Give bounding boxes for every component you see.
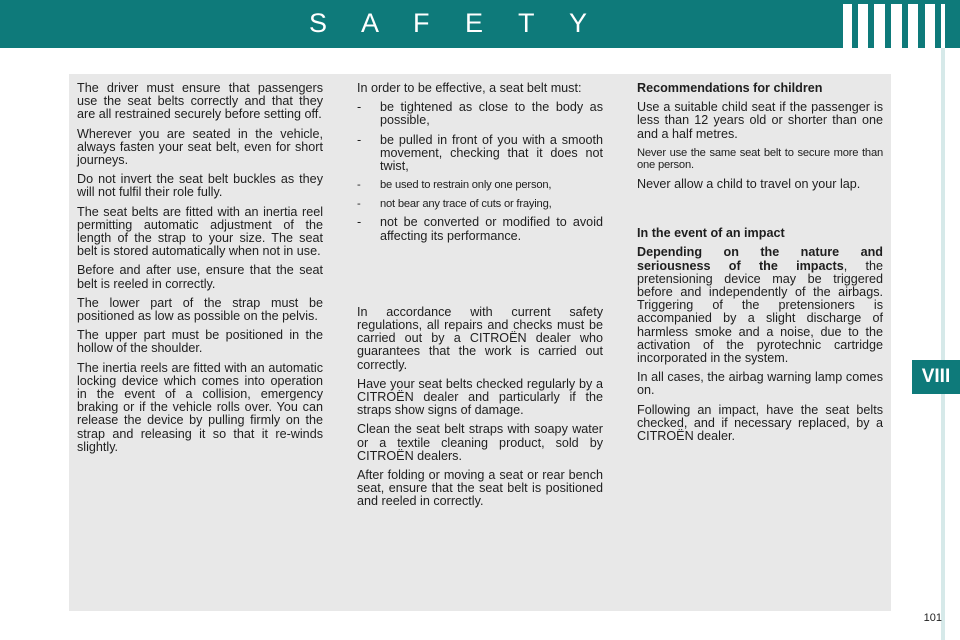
dash-marker: - — [357, 197, 361, 210]
list-item — [357, 216, 603, 242]
header-stripe — [874, 4, 885, 48]
header-bar — [0, 0, 960, 48]
list-item — [357, 179, 603, 192]
paragraph: Wherever you are seated in the vehicle, always fasten your seat belt, even for short journeys. — [77, 126, 323, 168]
column-2 — [357, 82, 603, 515]
paragraph — [637, 246, 883, 365]
paragraph: Never use the same seat belt to secure more than one person. — [637, 146, 883, 172]
section-heading: Recommendations for children — [637, 81, 823, 95]
header-stripe — [908, 4, 918, 48]
header-stripe — [843, 4, 852, 48]
header-stripe — [941, 4, 945, 48]
page-title: S A F E T Y — [308, 8, 602, 38]
list-item-text: be pulled in front of you with a smooth movement, checking that it does not twist, — [380, 132, 603, 174]
column-1 — [77, 82, 323, 460]
list-item-text: not bear any trace of cuts or fraying, — [380, 197, 552, 210]
header-stripe — [858, 4, 868, 48]
dash-marker: - — [357, 132, 362, 147]
paragraph: Following an impact, have the seat belts checked, and if necessary replaced, by a CITROËN dealer. — [637, 402, 883, 444]
paragraph: In all cases, the airbag warning lamp comes on. — [637, 370, 883, 398]
dash-marker: - — [357, 215, 362, 230]
list-item-text: be tightened as close to the body as possible, — [380, 100, 603, 128]
paragraph: After folding or moving a seat or rear bench seat, ensure that the seat belt is positioned and reeled in correctly. — [357, 468, 603, 509]
dash-marker: - — [357, 100, 362, 115]
header-stripe — [891, 4, 902, 48]
list-item — [357, 198, 603, 211]
dash-marker: - — [357, 179, 361, 192]
seat-belt-requirements-list — [357, 101, 603, 243]
paragraph: The upper part must be positioned in the hollow of the shoulder. — [77, 328, 323, 356]
paragraph: The driver must ensure that passengers use the seat belts correctly and that they are all restrained securely before setting off. — [77, 81, 323, 122]
list-item-text: not be converted or modified to avoid affecting its performance. — [380, 215, 603, 243]
paragraph: Clean the seat belt straps with soapy water or a textile cleaning product, sold by CITROËN dealers. — [357, 422, 603, 463]
page-number: 101 — [923, 612, 942, 624]
paragraph: Have your seat belts checked regularly by a CITROËN dealer and particularly if the straps show signs of damage. — [357, 376, 603, 418]
paragraph: The lower part of the strap must be positioned as low as possible on the pelvis. — [77, 295, 323, 324]
paragraph: In order to be effective, a seat belt must: — [357, 81, 582, 95]
paragraph: The seat belts are fitted with an inertia reel permitting automatic adjustment of the length of the strap to your size. The seat belt is stored automatically when not in use. — [77, 204, 323, 259]
side-tab-strip — [941, 48, 945, 640]
paragraph: Before and after use, ensure that the seat belt is reeled in correctly. — [77, 263, 323, 291]
bold-lead: Depending on the nature and seriousness of the impacts — [637, 245, 883, 273]
list-item — [357, 101, 603, 127]
paragraph-text: , the pretensioning device may be triggered before and independently of the airbags. Triggering of the pretensioners is accompanied by a slight discharge of harmless smoke and a noise, due to the activation of the pyrotechnic cartridge incorporated in the system. — [637, 258, 884, 366]
header-stripe — [925, 4, 935, 48]
column-3 — [637, 82, 883, 449]
section-heading: In the event of an impact — [637, 226, 785, 241]
list-item-text: be used to restrain only one person, — [380, 179, 552, 192]
paragraph: In accordance with current safety regulations, all repairs and checks must be carried out by a CITROËN dealer who guarantees that the work is carried out correctly. — [357, 304, 603, 372]
spacer — [357, 249, 603, 306]
paragraph: The inertia reels are fitted with an automatic locking device which comes into operation in the event of a collision, emergency braking or if the vehicle rolls over. You can release the device by pulling firmly on the strap and releasing it so that it re-winds slightly. — [77, 360, 323, 454]
paragraph: Use a suitable child seat if the passenger is less than 12 years old or shorter than one and a half metres. — [637, 100, 883, 141]
section-tab: VIII — [912, 360, 960, 394]
list-item — [357, 134, 603, 174]
spacer — [637, 197, 883, 227]
paragraph: Do not invert the seat belt buckles as they will not fulfil their role fully. — [77, 172, 323, 200]
paragraph: Never allow a child to travel on your lap. — [637, 177, 861, 191]
